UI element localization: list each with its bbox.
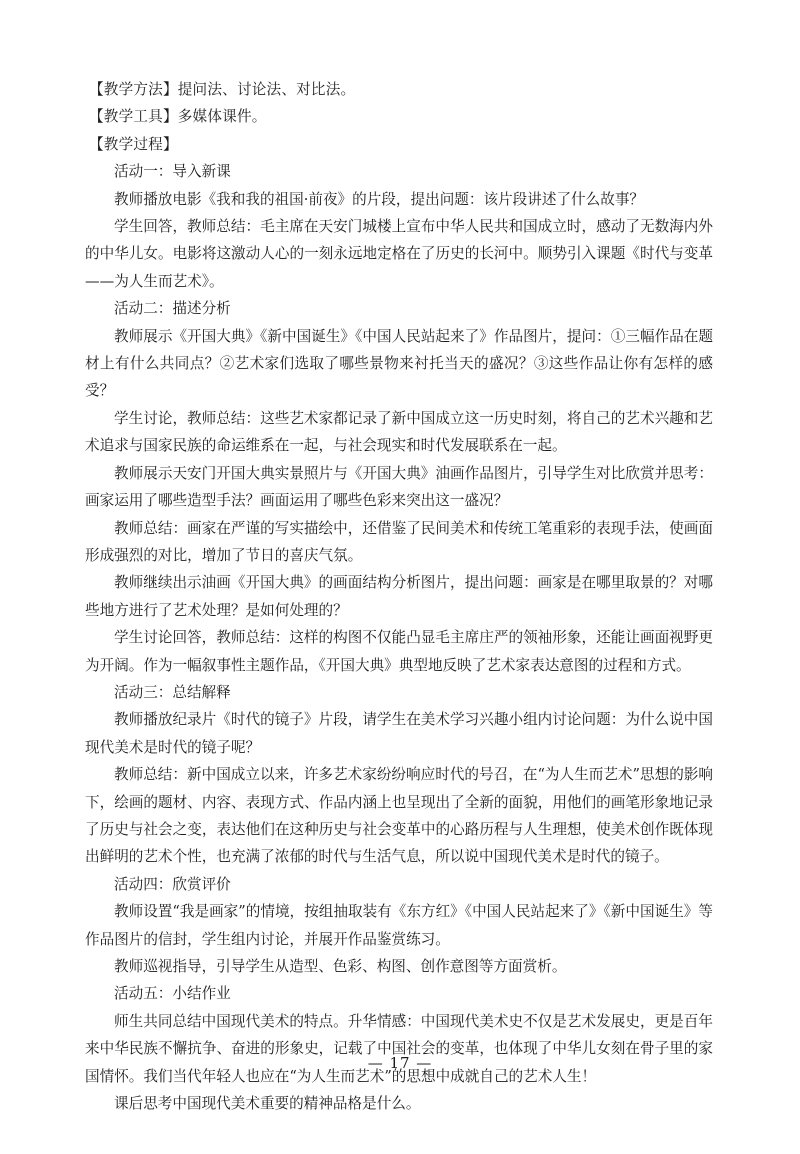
teaching-process-heading: 【教学过程】 [89, 135, 178, 153]
activity-2-paragraph-1: 教师展示《开国大典》《新中国诞生》《中国人民站起来了》作品图片，提问：①三幅作品在题材上有什么共同点？②艺术家们选取了哪些景物来衬托当天的盛况？③这些作品让你有怎样的感受？ [85, 327, 713, 400]
activity-5-title: 活动五：小结作业 [114, 985, 231, 1003]
activity-5-paragraph-1: 师生共同总结中国现代美术的特点。升华情感：中国现代美术史不仅是艺术发展史，更是百年来中华民族不懈抗争、奋进的形象史，记载了中国社会的变革，也体现了中华儿女刻在骨子里的家国情怀。我们当代年轻人也应在“为人生而艺术”的思想中成就自己的艺术人生！ [85, 1012, 713, 1085]
activity-2-paragraph-4: 教师总结：画家在严谨的写实描绘中，还借鉴了民间美术和传统工笔重彩的表现手法，使画面形成强烈的对比，增加了节日的喜庆气氛。 [85, 519, 713, 564]
activity-2-paragraph-3: 教师展示天安门开国大典实景照片与《开国大典》油画作品图片，引导学生对比欣赏并思考：画家运用了哪些造型手法？画面运用了哪些色彩来突出这一盛况？ [85, 464, 713, 510]
teaching-tools-line: 【教学工具】多媒体课件。 [89, 108, 267, 126]
activity-2-title: 活动二：描述分析 [114, 300, 231, 318]
page-number: — 17 — [367, 1054, 433, 1072]
activity-4-paragraph-2: 教师巡视指导，引导学生从造型、色彩、构图、创作意图等方面赏析。 [114, 958, 567, 975]
activity-1-title: 活动一：导入新课 [114, 163, 231, 181]
activity-1-paragraph-2: 学生回答，教师总结：毛主席在天安门城楼上宣布中华人民共和国成立时，感动了无数海内外的中华儿女。电影将这激动人心的一刻永远地定格在了历史的长河中。顺势引入课题《时代与变革——为人生而艺术》。 [85, 218, 713, 290]
activity-4-title: 活动四：欣赏评价 [114, 875, 231, 893]
activity-2-paragraph-6: 学生讨论回答，教师总结：这样的构图不仅能凸显毛主席庄严的领袖形象，还能让画面视野更为开阔。作为一幅叙事性主题作品，《开国大典》典型地反映了艺术家表达意图的过程和方式。 [85, 629, 713, 674]
activity-3-paragraph-2: 教师总结：新中国成立以来，许多艺术家纷纷响应时代的号召，在“为人生而艺术”思想的影响下，绘画的题材、内容、表现方式、作品内涵上也呈现出了全新的面貌，用他们的画笔形象地记录了历史与社会之变，表达他们在这种历史与社会变革中的心路历程与人生理想，使美术创作既体现出鲜明的艺术个性，也充满了浓郁的时代与生活气息，所以说中国现代美术是时代的镜子。 [85, 766, 713, 866]
activity-1-paragraph-1: 教师播放电影《我和我的祖国·前夜》的片段，提出问题：该片段讲述了什么故事？ [114, 190, 645, 208]
activity-4-paragraph-1: 教师设置“我是画家”的情境，按组抽取装有《东方红》《中国人民站起来了》《新中国诞生》等作品图片的信封，学生组内讨论，并展开作品鉴赏练习。 [85, 903, 713, 948]
activity-3-paragraph-1: 教师播放纪录片《时代的镜子》片段，请学生在美术学习兴趣小组内讨论问题：为什么说中国现代美术是时代的镜子呢？ [85, 711, 713, 756]
document-page [85, 76, 713, 1117]
activity-2-paragraph-2: 学生讨论，教师总结：这些艺术家都记录了新中国成立这一历史时刻，将自己的艺术兴趣和艺术追求与国家民族的命运维系在一起，与社会现实和时代发展联系在一起。 [85, 409, 713, 455]
activity-5-paragraph-2: 课后思考中国现代美术重要的精神品格是什么。 [114, 1095, 421, 1113]
teaching-method-line: 【教学方法】提问法、讨论法、对比法。 [89, 81, 356, 98]
activity-3-title: 活动三：总结解释 [114, 683, 231, 701]
activity-2-paragraph-5: 教师继续出示油画《开国大典》的画面结构分析图片，提出问题：画家是在哪里取景的？对哪些地方进行了艺术处理？是如何处理的？ [85, 574, 713, 619]
